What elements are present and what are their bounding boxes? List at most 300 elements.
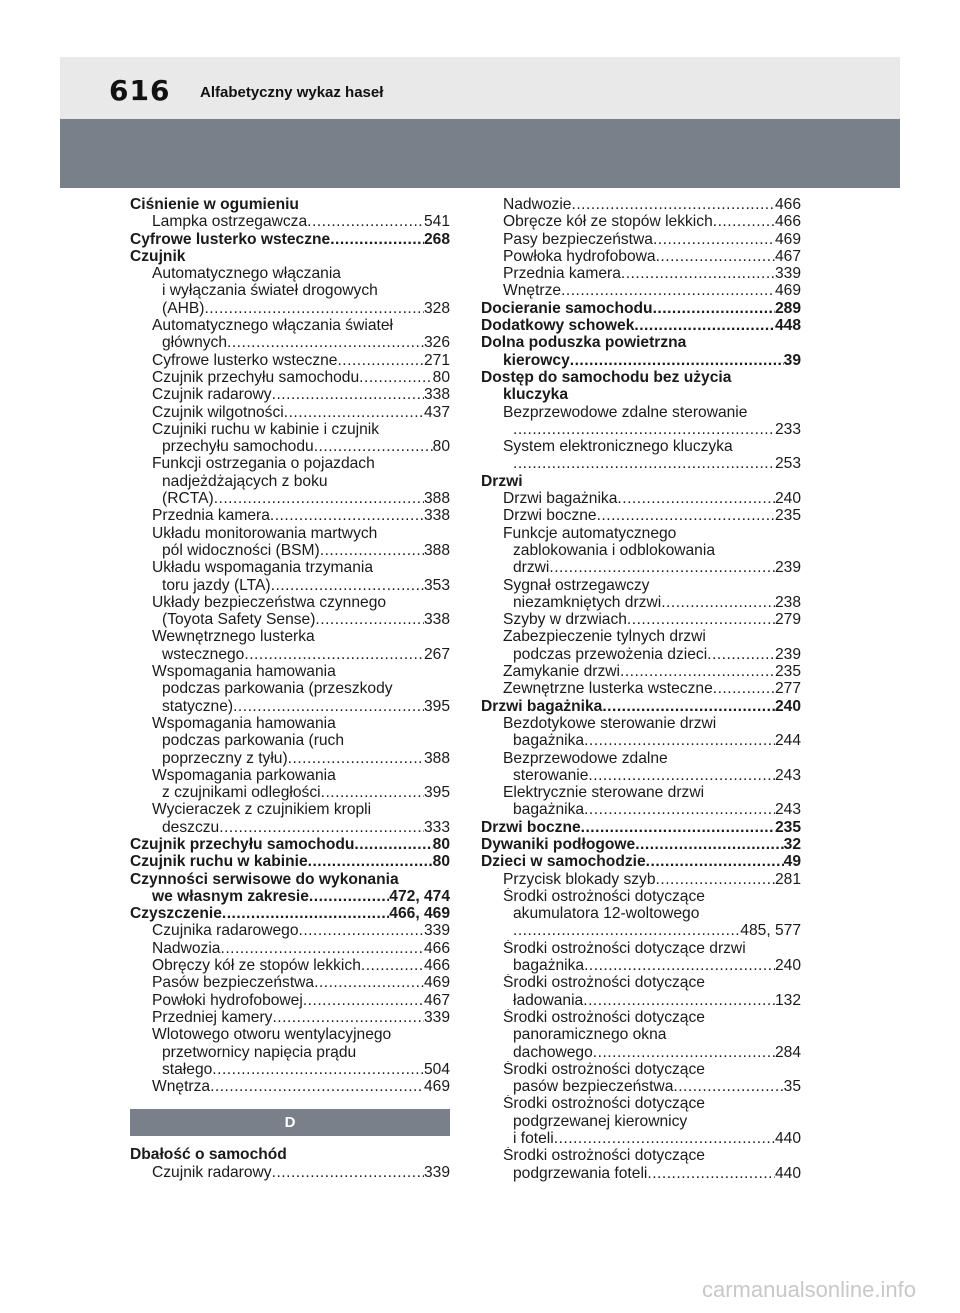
section-d-entries (130, 1146, 450, 1181)
entry-page: 243 (774, 801, 801, 819)
entry-text: Elektrycznie sterowane drzwi (503, 784, 705, 802)
dot-leader (584, 732, 775, 749)
entry-text: Drzwi boczne (481, 818, 581, 836)
entry-text: Funkcje automatycznego (503, 524, 677, 542)
index-entry (130, 888, 450, 905)
index-column-left (130, 196, 450, 1181)
entry-text: Czujniki ruchu w kabinie i czujnik (152, 420, 380, 438)
dot-leader (653, 231, 775, 248)
index-entry (481, 611, 801, 628)
index-entry (130, 1078, 450, 1095)
dot-leader (571, 196, 774, 213)
entry-page: 80 (432, 438, 450, 456)
index-entry (481, 888, 801, 905)
entry-text: Przednia kamera (152, 507, 270, 525)
index-entry (481, 386, 801, 403)
entry-text: Sygnał ostrzegawczy (503, 576, 650, 594)
entry-text: Nadwozia (152, 939, 221, 957)
index-entry (130, 957, 450, 974)
index-entry (130, 473, 450, 490)
index-entry (130, 196, 450, 213)
index-entry (481, 421, 801, 438)
entry-page: 281 (774, 870, 801, 888)
index-entry (130, 1026, 450, 1043)
index-entry (130, 715, 450, 732)
entry-page: 240 (774, 957, 801, 975)
index-entry (481, 646, 801, 663)
index-entry (481, 231, 801, 248)
dot-leader (656, 871, 775, 888)
dot-leader (359, 369, 432, 386)
entry-text: Lampka ostrzegawcza (152, 213, 308, 231)
header-bar (60, 119, 900, 188)
index-entry (481, 404, 801, 421)
index-entry (130, 421, 450, 438)
entry-text: Funkcji ostrzegania o pojazdach (152, 455, 375, 473)
dot-leader (354, 836, 432, 853)
entry-text: Automatycznego włączania świateł (152, 317, 393, 335)
dot-leader (227, 334, 424, 351)
dot-leader (646, 853, 784, 870)
index-entry (481, 455, 801, 472)
entry-text: Drzwi bagażnika (503, 490, 618, 508)
dot-leader (314, 438, 433, 455)
entry-page: 395 (423, 697, 450, 715)
left-entries (130, 196, 450, 1095)
index-entry (481, 594, 801, 611)
index-entry (481, 680, 801, 697)
dot-leader (593, 1044, 775, 1061)
index-entry (481, 698, 801, 715)
dot-leader (244, 646, 424, 663)
index-column-right (481, 196, 801, 1182)
entry-text: statyczne) (162, 697, 234, 715)
entry-page: 466, 469 (389, 905, 450, 923)
index-entry (130, 974, 450, 991)
index-entry (481, 957, 801, 974)
dot-leader (361, 957, 424, 974)
index-entry (481, 473, 801, 490)
entry-text: niezamkniętych drzwi (513, 593, 662, 611)
entry-page: 271 (423, 351, 450, 369)
entry-page: 469 (423, 1078, 450, 1096)
entry-text: Automatycznego włączania (152, 265, 341, 283)
entry-page: 39 (783, 351, 801, 369)
index-entry (130, 542, 450, 559)
entry-text: Wspomagania parkowania (152, 766, 336, 784)
entry-text: Obręcze kół ze stopów lekkich (503, 213, 713, 231)
index-entry (130, 334, 450, 351)
entry-page: 338 (423, 507, 450, 525)
entry-text: panoramicznego okna (513, 1026, 667, 1044)
entry-page: 80 (432, 368, 450, 386)
entry-text: Czujnik przechyłu samochodu (152, 368, 360, 386)
entry-page: 132 (774, 991, 801, 1009)
entry-page: 469 (774, 230, 801, 248)
entry-text: bagażnika (513, 957, 585, 975)
entry-page: 440 (774, 1130, 801, 1148)
entry-text: Wspomagania hamowania (152, 663, 336, 681)
entry-text: podczas parkowania (ruch (162, 732, 345, 750)
entry-text: (Toyota Safety Sense) (162, 611, 316, 629)
index-entry (481, 1095, 801, 1112)
dot-leader (656, 248, 775, 265)
index-entry (130, 680, 450, 697)
index-entry (481, 992, 801, 1009)
dot-leader (617, 490, 775, 507)
dot-leader (713, 680, 775, 697)
entry-text: kierowcy (503, 351, 570, 369)
entry-text: Środki ostrożności dotyczące drzwi (503, 939, 746, 957)
index-entry (481, 732, 801, 749)
entry-text: i wyłączania świateł drogowych (162, 282, 378, 300)
dot-leader (284, 404, 424, 421)
entry-text: deszczu (162, 818, 220, 836)
entry-text: Środki ostrożności dotyczące (503, 1008, 705, 1026)
index-entry (481, 248, 801, 265)
dot-leader (303, 992, 424, 1009)
dot-leader (627, 611, 775, 628)
entry-page: 35 (783, 1078, 801, 1096)
index-entry (481, 369, 801, 386)
dot-leader (583, 992, 775, 1009)
entry-page: 469 (774, 282, 801, 300)
entry-text: Dzieci w samochodzie (481, 853, 646, 871)
entry-text: podczas przewożenia dzieci (513, 645, 708, 663)
dot-leader (513, 421, 775, 438)
entry-page: 437 (423, 403, 450, 421)
entry-page: 338 (423, 386, 450, 404)
entry-page: 238 (774, 593, 801, 611)
index-entry (481, 1113, 801, 1130)
entry-page: 333 (423, 818, 450, 836)
index-entry (130, 1061, 450, 1078)
page-title: Alfabetyczny wykaz haseł (200, 84, 384, 101)
entry-text: Cyfrowe lusterko wsteczne (152, 351, 338, 369)
header-band (60, 57, 900, 119)
entry-text: Przedniej kamery (152, 1008, 273, 1026)
entry-page: 469 (423, 974, 450, 992)
entry-text: Cyfrowe lusterko wsteczne (130, 230, 331, 248)
dot-leader (330, 231, 424, 248)
entry-text: Układu monitorowania martwych (152, 524, 378, 542)
index-entry (481, 905, 801, 922)
index-entry (130, 1146, 450, 1163)
entry-text: zablokowania i odblokowania (513, 541, 715, 559)
entry-page: 339 (774, 265, 801, 283)
entry-text: akumulatora 12-woltowego (513, 905, 700, 923)
dot-leader (554, 1130, 775, 1147)
dot-leader (588, 767, 775, 784)
entry-text: Czynności serwisowe do wykonania (130, 870, 399, 888)
entry-text: przechyłu samochodu (162, 438, 314, 456)
index-entry (481, 265, 801, 282)
entry-page: 353 (423, 576, 450, 594)
entry-text: pól widoczności (BSM) (162, 541, 320, 559)
entry-text: Zewnętrzne lusterka wsteczne (503, 680, 713, 698)
entry-text: pasów bezpieczeństwa (513, 1078, 674, 1096)
page-number: 616 (109, 74, 171, 107)
entry-page: 233 (774, 420, 801, 438)
index-entry (481, 715, 801, 732)
index-entry (481, 438, 801, 455)
index-entry (481, 767, 801, 784)
entry-text: Przednia kamera (503, 265, 621, 283)
index-entry (481, 352, 801, 369)
index-entry (130, 698, 450, 715)
entry-text: Czyszczenie (130, 905, 222, 923)
index-entry (481, 334, 801, 351)
dot-leader (621, 265, 775, 282)
entry-text: Drzwi boczne (503, 507, 597, 525)
entry-text: Obręczy kół ze stopów lekkich (152, 957, 361, 975)
entry-page: 467 (774, 247, 801, 265)
entry-text: bagażnika (513, 732, 585, 750)
entry-text: Wewnętrznego lusterka (152, 628, 315, 646)
index-entry (130, 750, 450, 767)
entry-text: drzwi (513, 559, 550, 577)
index-entry (481, 922, 801, 939)
entry-page: 339 (423, 1008, 450, 1026)
index-entry (481, 940, 801, 957)
index-entry (481, 871, 801, 888)
entry-text: Zamykanie drzwi (503, 663, 620, 681)
index-entry (481, 1061, 801, 1078)
index-entry (481, 750, 801, 767)
index-entry (130, 438, 450, 455)
entry-page: 49 (783, 853, 801, 871)
entry-page: 235 (774, 663, 801, 681)
entry-page: 268 (423, 230, 450, 248)
index-entry (130, 213, 450, 230)
entry-text: Czujnik radarowy (152, 386, 272, 404)
entry-text: głównych (162, 334, 228, 352)
index-entry (130, 525, 450, 542)
index-entry (130, 801, 450, 818)
index-entry (130, 732, 450, 749)
entry-text: Środki ostrożności dotyczące (503, 1147, 705, 1165)
dot-leader (233, 698, 424, 715)
dot-leader (513, 455, 775, 472)
dot-leader (570, 352, 784, 369)
entry-text: sterowanie (513, 766, 589, 784)
index-entry (481, 1130, 801, 1147)
entry-text: podgrzewania foteli (513, 1164, 648, 1182)
dot-leader (635, 836, 783, 853)
entry-text: dachowego (513, 1043, 593, 1061)
dot-leader (271, 577, 424, 594)
entry-text: Czujnik (130, 247, 186, 265)
entry-page: 440 (774, 1164, 801, 1182)
entry-page: 267 (423, 645, 450, 663)
dot-leader (581, 819, 775, 836)
dot-leader (288, 750, 424, 767)
entry-text: przetwornicy napięcia prądu (162, 1043, 357, 1061)
index-entry (481, 196, 801, 213)
entry-text: we własnym zakresie (152, 887, 309, 905)
dot-leader (584, 957, 775, 974)
index-entry (130, 853, 450, 870)
index-entry (130, 992, 450, 1009)
index-entry (130, 248, 450, 265)
entry-page: 326 (423, 334, 450, 352)
dot-leader (561, 282, 775, 299)
dot-leader (270, 507, 424, 524)
entry-page: 328 (423, 299, 450, 317)
dot-leader (204, 300, 424, 317)
dot-leader (299, 922, 424, 939)
entry-text: Dodatkowy schowek (481, 317, 635, 335)
entry-page: 240 (774, 490, 801, 508)
entry-text: Układu wspomagania trzymania (152, 559, 374, 577)
entry-text: ładowania (513, 991, 584, 1009)
index-entry (130, 594, 450, 611)
dot-leader (647, 1165, 775, 1182)
entry-page: 338 (423, 611, 450, 629)
entry-page: 80 (432, 835, 450, 853)
entry-page: 239 (774, 645, 801, 663)
index-entry (130, 836, 450, 853)
entry-text: (RCTA) (162, 490, 214, 508)
entry-text: Dolna poduszka powietrzna (481, 334, 687, 352)
entry-text: bagażnika (513, 801, 585, 819)
index-entry (130, 507, 450, 524)
entry-page: 244 (774, 732, 801, 750)
entry-text: kluczyka (503, 386, 569, 404)
dot-leader (320, 542, 424, 559)
index-entry (130, 282, 450, 299)
entry-page: 284 (774, 1043, 801, 1061)
dot-leader (673, 1078, 783, 1095)
index-entry (130, 871, 450, 888)
entry-page: 80 (432, 853, 450, 871)
index-entry (130, 352, 450, 369)
entry-page: 541 (423, 213, 450, 231)
dot-leader (220, 940, 423, 957)
index-entry (481, 784, 801, 801)
index-entry (481, 663, 801, 680)
dot-leader (584, 801, 775, 818)
entry-text: Czujnika radarowego (152, 922, 299, 940)
entry-text: Środki ostrożności dotyczące (503, 1095, 705, 1113)
index-entry (130, 922, 450, 939)
index-entry (481, 1078, 801, 1095)
index-entry (481, 801, 801, 818)
index-entry (481, 628, 801, 645)
entry-text: toru jazdy (LTA) (162, 576, 271, 594)
dot-leader (634, 317, 775, 334)
index-entry (481, 507, 801, 524)
index-entry (130, 819, 450, 836)
entry-text: podczas parkowania (przeszkody (162, 680, 393, 698)
index-entry (481, 853, 801, 870)
entry-page: 243 (774, 766, 801, 784)
dot-leader (212, 1061, 424, 1078)
index-entry (130, 559, 450, 576)
index-entry (130, 404, 450, 421)
index-entry (481, 1044, 801, 1061)
entry-page: 239 (774, 559, 801, 577)
index-entry (481, 317, 801, 334)
index-entry (130, 490, 450, 507)
entry-page: 235 (774, 818, 801, 836)
index-entry (481, 213, 801, 230)
index-entry (481, 525, 801, 542)
entry-page: 277 (774, 680, 801, 698)
dot-leader (597, 507, 775, 524)
entry-page: 466 (774, 196, 801, 213)
dot-leader (513, 922, 740, 939)
index-entry (481, 1147, 801, 1164)
index-entry (130, 784, 450, 801)
index-entry (130, 231, 450, 248)
entry-page: 395 (423, 784, 450, 802)
dot-leader (309, 888, 389, 905)
dot-leader (321, 784, 424, 801)
entry-text: Bezprzewodowe zdalne (503, 749, 668, 767)
entry-page: 240 (774, 697, 801, 715)
entry-page: 388 (423, 749, 450, 767)
entry-text: Ciśnienie w ogumieniu (130, 196, 299, 213)
entry-page: 339 (423, 1163, 450, 1181)
index-entry (481, 490, 801, 507)
entry-text: Środki ostrożności dotyczące (503, 974, 705, 992)
entry-page: 32 (783, 835, 801, 853)
dot-leader (272, 1164, 424, 1181)
index-entry (481, 577, 801, 594)
dot-leader (337, 352, 424, 369)
entry-text: Wnętrza (152, 1078, 211, 1096)
dot-leader (272, 1009, 424, 1026)
index-entry (481, 282, 801, 299)
index-entry (481, 1165, 801, 1182)
entry-page: 466 (423, 939, 450, 957)
dot-leader (707, 646, 775, 663)
entry-text: z czujnikami odległości (162, 784, 321, 802)
entry-text: poprzeczny z tyłu) (162, 749, 288, 767)
entry-page: 289 (774, 299, 801, 317)
index-entry (481, 974, 801, 991)
index-entry (481, 819, 801, 836)
entry-text: Nadwozie (503, 196, 572, 213)
entry-text: Układy bezpieczeństwa czynnego (152, 593, 387, 611)
entry-text: Powłoka hydrofobowa (503, 247, 656, 265)
entry-page: 467 (423, 991, 450, 1009)
index-entry (130, 455, 450, 472)
dot-leader (653, 300, 775, 317)
entry-text: Przycisk blokady szyb (503, 870, 656, 888)
index-entry (130, 369, 450, 386)
dot-leader (307, 213, 424, 230)
entry-text: Czujnik wilgotności (152, 403, 284, 421)
entry-text: Zabezpieczenie tylnych drzwi (503, 628, 706, 646)
section-letter-d: D (130, 1109, 450, 1136)
dot-leader (314, 974, 424, 991)
entry-text: Środki ostrożności dotyczące (503, 887, 705, 905)
entry-text: Dbałość o samochód (130, 1146, 287, 1164)
entry-text: Pasy bezpieczeństwa (503, 230, 653, 248)
entry-text: Wlotowego otworu wentylacyjnego (152, 1026, 392, 1044)
entry-text: Czujnik radarowy (152, 1163, 272, 1181)
entry-text: Środki ostrożności dotyczące (503, 1060, 705, 1078)
entry-text: Wspomagania hamowania (152, 714, 336, 732)
index-entry (130, 905, 450, 922)
entry-text: Drzwi bagażnika (481, 697, 603, 715)
entry-page: 466 (423, 957, 450, 975)
entry-text: Bezprzewodowe zdalne sterowanie (503, 403, 748, 421)
index-entry (130, 317, 450, 334)
index-entry (130, 1009, 450, 1026)
